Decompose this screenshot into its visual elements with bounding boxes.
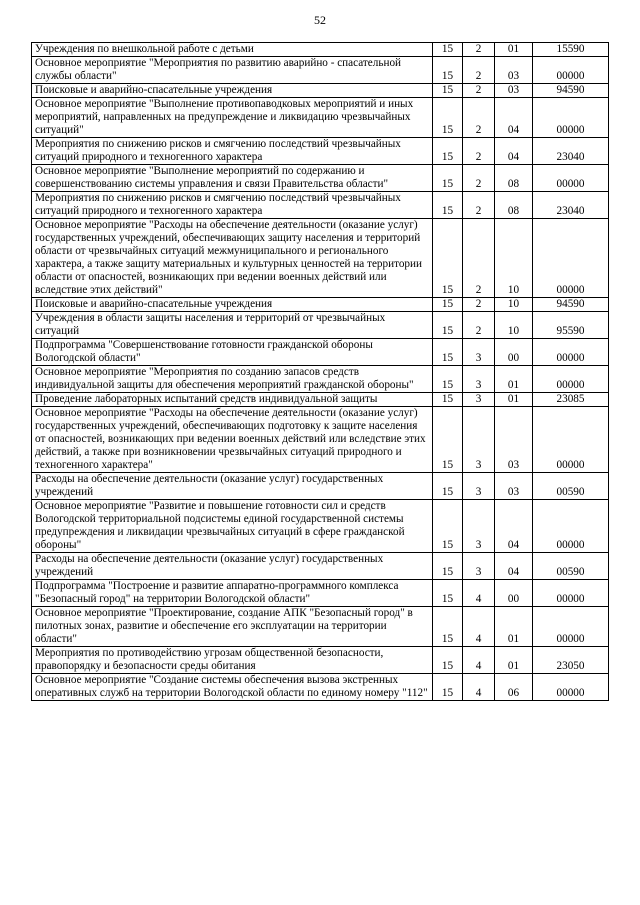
row-code-d-cell: 00000 (533, 366, 609, 393)
row-name-cell: Основное мероприятие "Выполнение мероприятий по содержанию и совершенствованию системы управления и связи Правительства области" (32, 165, 433, 192)
row-code-b-cell: 2 (463, 219, 495, 298)
row-code-d-cell: 00000 (533, 407, 609, 473)
row-code-a-cell: 15 (433, 607, 463, 647)
table-row (32, 674, 609, 701)
row-code-c-cell: 08 (495, 192, 533, 219)
row-name-cell: Мероприятия по противодействию угрозам общественной безопасности, правопорядку и безопасности среды обитания (32, 647, 433, 674)
row-code-b-cell: 4 (463, 647, 495, 674)
row-code-c-cell: 04 (495, 500, 533, 553)
table-row (32, 647, 609, 674)
row-code-c-cell: 03 (495, 57, 533, 84)
row-code-c-cell: 01 (495, 393, 533, 407)
row-code-b-cell: 3 (463, 339, 495, 366)
table-row (32, 57, 609, 84)
table-row (32, 580, 609, 607)
row-code-b-cell: 3 (463, 393, 495, 407)
row-code-c-cell: 06 (495, 674, 533, 701)
row-name-cell: Мероприятия по снижению рисков и смягчению последствий чрезвычайных ситуаций природного и техногенного характера (32, 192, 433, 219)
row-code-a-cell: 15 (433, 84, 463, 98)
row-code-c-cell: 10 (495, 312, 533, 339)
row-code-a-cell: 15 (433, 366, 463, 393)
table-row (32, 339, 609, 366)
row-code-c-cell: 00 (495, 339, 533, 366)
row-code-b-cell: 2 (463, 165, 495, 192)
row-name-cell: Учреждения по внешкольной работе с детьми (32, 43, 433, 57)
budget-table (31, 42, 609, 701)
row-code-d-cell: 23040 (533, 138, 609, 165)
row-code-c-cell: 04 (495, 553, 533, 580)
row-code-a-cell: 15 (433, 553, 463, 580)
row-code-a-cell: 15 (433, 647, 463, 674)
row-name-cell: Подпрограмма "Построение и развитие аппаратно-программного комплекса "Безопасный город" на территории Вологодской области" (32, 580, 433, 607)
row-name-cell: Основное мероприятие "Мероприятия по созданию запасов средств индивидуальной защиты для обеспечения мероприятий гражданской обороны" (32, 366, 433, 393)
table-row (32, 393, 609, 407)
row-code-c-cell: 03 (495, 407, 533, 473)
row-code-a-cell: 15 (433, 57, 463, 84)
row-code-b-cell: 3 (463, 407, 495, 473)
row-code-d-cell: 95590 (533, 312, 609, 339)
row-name-cell: Мероприятия по снижению рисков и смягчению последствий чрезвычайных ситуаций природного и техногенного характера (32, 138, 433, 165)
row-code-c-cell: 01 (495, 607, 533, 647)
row-code-d-cell: 00000 (533, 98, 609, 138)
row-code-d-cell: 00000 (533, 607, 609, 647)
row-code-b-cell: 2 (463, 312, 495, 339)
row-name-cell: Основное мероприятие "Мероприятия по развитию аварийно - спасательной службы области" (32, 57, 433, 84)
row-code-d-cell: 00000 (533, 219, 609, 298)
row-code-d-cell: 23085 (533, 393, 609, 407)
row-code-a-cell: 15 (433, 165, 463, 192)
row-code-a-cell: 15 (433, 98, 463, 138)
row-name-cell: Основное мероприятие "Выполнение противопаводковых мероприятий и иных мероприятий, направленных на предупреждение и ликвидацию чрезвычайных ситуаций" (32, 98, 433, 138)
row-code-c-cell: 10 (495, 219, 533, 298)
table-row (32, 407, 609, 473)
row-name-cell: Расходы на обеспечение деятельности (оказание услуг) государственных учреждений (32, 553, 433, 580)
row-code-c-cell: 01 (495, 43, 533, 57)
row-code-c-cell: 08 (495, 165, 533, 192)
table-row (32, 165, 609, 192)
row-code-c-cell: 01 (495, 647, 533, 674)
table-row (32, 366, 609, 393)
row-code-d-cell: 15590 (533, 43, 609, 57)
budget-table-body (32, 43, 609, 701)
row-name-cell: Основное мероприятие "Проектирование, создание АПК "Безопасный город" в пилотных зонах, развитие и обеспечение его эксплуатации на территории области" (32, 607, 433, 647)
row-code-d-cell: 23050 (533, 647, 609, 674)
row-code-a-cell: 15 (433, 43, 463, 57)
row-code-a-cell: 15 (433, 473, 463, 500)
row-code-d-cell: 00590 (533, 473, 609, 500)
row-code-d-cell: 00000 (533, 674, 609, 701)
row-code-a-cell: 15 (433, 500, 463, 553)
row-code-d-cell: 00000 (533, 165, 609, 192)
row-code-d-cell: 94590 (533, 84, 609, 98)
table-row (32, 138, 609, 165)
table-row (32, 219, 609, 298)
row-code-b-cell: 2 (463, 138, 495, 165)
row-code-b-cell: 3 (463, 473, 495, 500)
table-row (32, 473, 609, 500)
row-code-d-cell: 00590 (533, 553, 609, 580)
row-code-c-cell: 00 (495, 580, 533, 607)
row-code-c-cell: 03 (495, 473, 533, 500)
row-code-a-cell: 15 (433, 312, 463, 339)
table-row (32, 312, 609, 339)
row-code-d-cell: 94590 (533, 298, 609, 312)
row-code-a-cell: 15 (433, 407, 463, 473)
row-name-cell: Основное мероприятие "Создание системы обеспечения вызова экстренных оперативных служб на территории Вологодской области по единому номеру "112" (32, 674, 433, 701)
row-name-cell: Расходы на обеспечение деятельности (оказание услуг) государственных учреждений (32, 473, 433, 500)
table-row (32, 607, 609, 647)
row-name-cell: Основное мероприятие "Расходы на обеспечение деятельности (оказание услуг) государственных учреждений, обеспечивающих защиту населения и территорий области от чрезвычайных ситуаций межмуниципального и регионального характера, а также защиту материальных и культурных ценностей на территории области от опасностей, возникающих при ведении военных действий или вследствие этих действий" (32, 219, 433, 298)
table-row (32, 553, 609, 580)
row-code-a-cell: 15 (433, 298, 463, 312)
row-code-b-cell: 3 (463, 553, 495, 580)
row-name-cell: Поисковые и аварийно-спасательные учреждения (32, 84, 433, 98)
row-code-b-cell: 2 (463, 98, 495, 138)
row-code-c-cell: 04 (495, 98, 533, 138)
row-code-d-cell: 00000 (533, 580, 609, 607)
row-name-cell: Основное мероприятие "Развитие и повышение готовности сил и средств Вологодской территориальной подсистемы единой государственной системы предупреждения и ликвидации чрезвычайных ситуаций в сфере гражданской обороны" (32, 500, 433, 553)
row-name-cell: Учреждения в области защиты населения и территорий от чрезвычайных ситуаций (32, 312, 433, 339)
row-code-a-cell: 15 (433, 674, 463, 701)
row-code-c-cell: 03 (495, 84, 533, 98)
row-code-d-cell: 00000 (533, 339, 609, 366)
row-code-a-cell: 15 (433, 138, 463, 165)
row-code-b-cell: 2 (463, 298, 495, 312)
row-code-b-cell: 4 (463, 607, 495, 647)
row-code-b-cell: 2 (463, 84, 495, 98)
row-code-a-cell: 15 (433, 393, 463, 407)
row-name-cell: Проведение лабораторных испытаний средств индивидуальной защиты (32, 393, 433, 407)
row-code-c-cell: 10 (495, 298, 533, 312)
row-code-c-cell: 04 (495, 138, 533, 165)
row-name-cell: Поисковые и аварийно-спасательные учреждения (32, 298, 433, 312)
row-code-d-cell: 23040 (533, 192, 609, 219)
row-name-cell: Подпрограмма "Совершенствование готовности гражданской обороны Вологодской области" (32, 339, 433, 366)
table-row (32, 98, 609, 138)
row-code-a-cell: 15 (433, 219, 463, 298)
row-code-a-cell: 15 (433, 580, 463, 607)
row-code-d-cell: 00000 (533, 57, 609, 84)
table-row (32, 43, 609, 57)
row-code-b-cell: 2 (463, 43, 495, 57)
row-code-d-cell: 00000 (533, 500, 609, 553)
row-code-b-cell: 3 (463, 500, 495, 553)
row-code-a-cell: 15 (433, 192, 463, 219)
row-code-b-cell: 2 (463, 57, 495, 84)
page-number: 52 (314, 13, 326, 27)
table-row (32, 500, 609, 553)
table-row (32, 192, 609, 219)
row-name-cell: Основное мероприятие "Расходы на обеспечение деятельности (оказание услуг) государственных учреждений, обеспечивающих подготовку к защите населения от опасностей, возникающих при ведении военных действий или вследствие этих действий, а также при возникновении чрезвычайных ситуаций природного и техногенного характера" (32, 407, 433, 473)
row-code-b-cell: 2 (463, 192, 495, 219)
row-code-c-cell: 01 (495, 366, 533, 393)
row-code-a-cell: 15 (433, 339, 463, 366)
row-code-b-cell: 3 (463, 366, 495, 393)
row-code-b-cell: 4 (463, 580, 495, 607)
row-code-b-cell: 4 (463, 674, 495, 701)
table-row (32, 84, 609, 98)
table-row (32, 298, 609, 312)
